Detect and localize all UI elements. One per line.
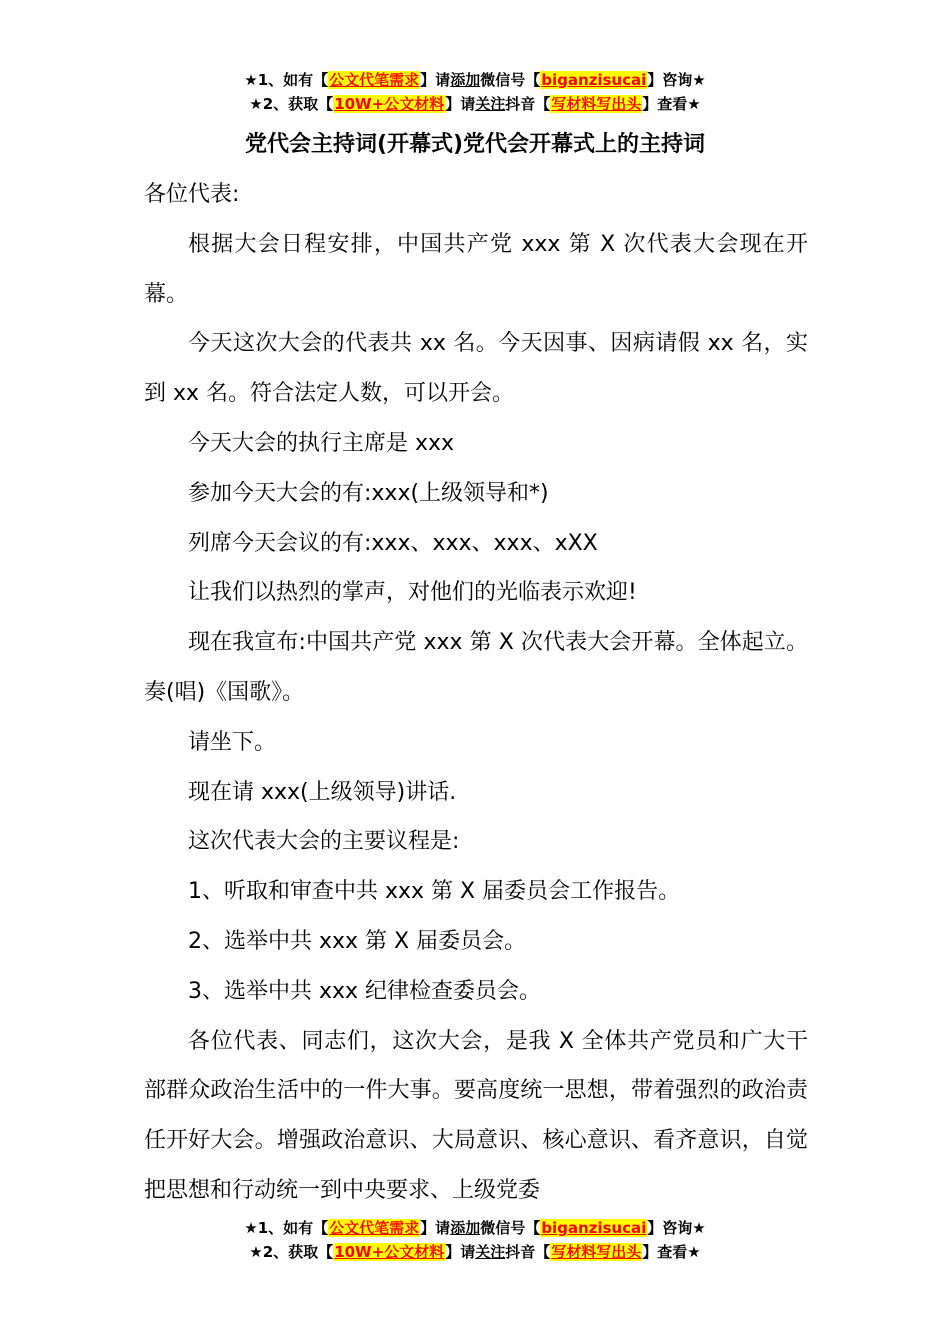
paragraph: 根据大会日程安排，中国共产党 xxx 第 X 次代表大会现在开幕。 xyxy=(144,231,808,307)
banner-text: 抖音【 xyxy=(505,1243,551,1261)
banner-highlight: 写材料写出头 xyxy=(551,95,642,113)
banner-underline: 关注 xyxy=(475,95,506,113)
banner-text: 】请 xyxy=(420,71,451,89)
paragraph: 请坐下。 xyxy=(188,729,277,755)
banner-highlight: 写材料写出头 xyxy=(551,1243,642,1261)
banner-underline: 添加 xyxy=(450,71,481,89)
paragraph: 现在请 xxx(上级领导)讲话. xyxy=(188,779,457,805)
banner-highlight: 公文代笔需求 xyxy=(329,1219,420,1237)
banner-highlight: 10W+公文材料 xyxy=(334,1243,445,1261)
banner-line-2 xyxy=(0,1240,950,1264)
banner-text: 】查看★ xyxy=(642,1243,701,1261)
banner-underline: 添加 xyxy=(450,1219,481,1237)
banner-text: ★1、如有【 xyxy=(244,71,329,89)
agenda-item: 2、选举中共 xxx 第 X 届委员会。 xyxy=(188,928,527,954)
banner-line-1 xyxy=(0,1216,950,1240)
banner-highlight: biganzisucai xyxy=(541,1219,647,1237)
banner-highlight: 公文代笔需求 xyxy=(329,71,420,89)
paragraph: 今天这次大会的代表共 xx 名。今天因事、因病请假 xx 名，实到 xx 名。符合法定人数，可以开会。 xyxy=(144,331,808,407)
paragraph: 今天大会的执行主席是 xxx xyxy=(188,430,455,456)
banner-text: 微信号【 xyxy=(480,1219,541,1237)
paragraph: 现在我宣布:中国共产党 xxx 第 X 次代表大会开幕。全体起立。奏(唱)《国歌》。 xyxy=(144,630,808,705)
salutation: 各位代表: xyxy=(144,182,240,207)
banner-highlight: 10W+公文材料 xyxy=(334,95,445,113)
paragraph: 各位代表、同志们，这次大会，是我 X 全体共产党员和广大干部群众政治生活中的一件大事。要高度统一思想，带着强烈的政治责任开好大会。增强政治意识、大局意识、核心意识、看齐意识，自觉把思想和行动统一到中央要求、上级党委 xyxy=(144,1028,808,1203)
header-banner xyxy=(0,68,950,116)
banner-text: 】咨询★ xyxy=(647,71,706,89)
agenda-item: 3、选举中共 xxx 纪律检查委员会。 xyxy=(188,978,542,1004)
agenda-item: 1、听取和审查中共 xxx 第 X 届委员会工作报告。 xyxy=(188,879,681,905)
paragraph: 让我们以热烈的掌声，对他们的光临表示欢迎! xyxy=(188,580,637,606)
banner-line-1 xyxy=(0,68,950,92)
banner-text: ★2、获取【 xyxy=(249,1243,334,1261)
document-title: 党代会主持词(开幕式)党代会开幕式上的主持词 xyxy=(244,132,706,157)
banner-text: ★1、如有【 xyxy=(244,1219,329,1237)
banner-text: 】请 xyxy=(445,95,476,113)
banner-text: 】咨询★ xyxy=(647,1219,706,1237)
banner-underline: 关注 xyxy=(475,1243,506,1261)
document-body xyxy=(144,170,808,1216)
banner-text: 抖音【 xyxy=(505,95,551,113)
footer-banner xyxy=(0,1216,950,1264)
paragraph: 列席今天会议的有:xxx、xxx、xxx、xXX xyxy=(188,530,598,556)
banner-text: ★2、获取【 xyxy=(249,95,334,113)
paragraph: 参加今天大会的有:xxx(上级领导和*) xyxy=(188,480,549,506)
banner-text: 】查看★ xyxy=(642,95,701,113)
banner-text: 】请 xyxy=(445,1243,476,1261)
banner-highlight: biganzisucai xyxy=(541,71,647,89)
paragraph: 这次代表大会的主要议程是: xyxy=(188,829,460,855)
banner-text: 】请 xyxy=(420,1219,451,1237)
banner-line-2 xyxy=(0,92,950,116)
banner-text: 微信号【 xyxy=(480,71,541,89)
